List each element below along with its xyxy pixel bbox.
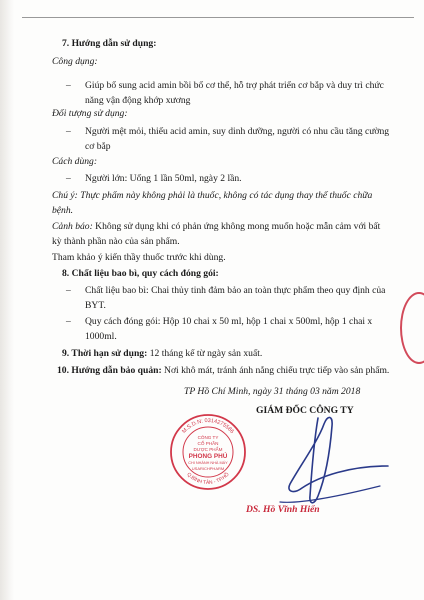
- svg-text:Q.BÌNH TÂN - TP.HỒ: [185, 471, 230, 486]
- company-seal-icon: [168, 412, 248, 492]
- doituong-line1: Người mệt mỏi, thiếu acid amin, suy dinh dưỡng, người có nhu cầu tăng cường: [85, 126, 390, 137]
- cachdung-label: Cách dùng:: [52, 156, 98, 167]
- bullet-dash: –: [66, 80, 71, 91]
- section7-heading: 7. Hướng dẫn sử dụng:: [62, 38, 157, 49]
- signer-name: DS. Hồ Vĩnh Hiển: [246, 504, 320, 515]
- seal-outer-top: M.S.D.N: 0314275586: [181, 417, 235, 435]
- section8-heading: 8. Chất liệu bao bì, quy cách đóng gói:: [62, 268, 219, 279]
- place-date: TP Hồ Chí Minh, ngày 31 tháng 03 năm 2018: [184, 386, 361, 397]
- seal-line4: PHONG PHÚ: [188, 453, 228, 460]
- bullet-dash: –: [66, 316, 71, 327]
- doituong-label: Đối tượng sử dụng:: [52, 108, 128, 119]
- bullet-dash: –: [66, 173, 71, 184]
- congdung-line1: Giúp bổ sung acid amin bồi bổ cơ thể, hỗ trợ phát triển cơ bắp và duy trì chức: [85, 80, 384, 91]
- canhbao-line2: kỳ thành phần nào của sản phẩm.: [52, 236, 180, 247]
- seal-line3: DƯỢC PHẨM: [193, 447, 223, 452]
- canhbao-text: Không sử dụng khi có phản ứng không mong muốn hoặc mẫn cảm với bất: [92, 221, 381, 232]
- seal-line6: USARICHPHARM: [191, 466, 225, 471]
- seal-line2: CỔ PHẦN: [197, 441, 219, 446]
- bullet-dash: –: [66, 285, 71, 296]
- chatlieu-line1: Chất liệu bao bì: Chai thủy tinh đảm bảo an toàn thực phẩm theo quy định của: [85, 285, 386, 296]
- thamkhao-line: Tham khảo ý kiến thầy thuốc trước khi dùng.: [52, 252, 226, 263]
- section9-label: 9. Thời hạn sử dụng:: [62, 348, 148, 359]
- congdung-label: Công dụng:: [52, 56, 98, 67]
- section9-line: [62, 348, 262, 360]
- section10-label: 10. Hướng dẫn bảo quản:: [57, 365, 162, 376]
- chuy-line1: Chú ý: Thực phẩm này không phải là thuốc, không có tác dụng thay thế thuốc chữa: [52, 190, 373, 201]
- canhbao-line1: [52, 221, 380, 233]
- seal-line5: CHI NHÁNH NHÀ MÁY: [188, 461, 228, 465]
- edge-seal: [400, 292, 424, 364]
- seal-outer-bottom: Q.BÌNH TÂN - TP.HỒ: [185, 471, 231, 487]
- director-title: GIÁM ĐỐC CÔNG TY: [256, 405, 354, 416]
- section10-line: [57, 365, 389, 377]
- cachdung-line1: Người lớn: Uống 1 lần 50ml, ngày 2 lần.: [85, 173, 242, 184]
- seal-line1: CÔNG TY: [197, 435, 219, 440]
- congdung-line2: năng vận động khớp xương: [85, 95, 191, 106]
- chatlieu-line2: BYT.: [85, 300, 106, 311]
- bullet-dash: –: [66, 126, 71, 137]
- quycach-line2: 1000ml.: [85, 331, 117, 342]
- signature-icon: [260, 406, 400, 516]
- canhbao-label: Cảnh báo:: [52, 221, 93, 232]
- top-rule: [22, 17, 414, 18]
- section9-value: 12 tháng kể từ ngày sản xuất.: [147, 348, 263, 359]
- quycach-line1: Quy cách đóng gói: Hộp 10 chai x 50 ml, hộp 1 chai x 500ml, hộp 1 chai x: [85, 316, 373, 327]
- chuy-line2: bệnh.: [52, 205, 74, 216]
- doituong-line2: cơ bắp: [85, 141, 111, 152]
- section10-value: Nơi khô mát, tránh ánh nắng chiếu trực tiếp vào sản phẩm.: [161, 365, 390, 376]
